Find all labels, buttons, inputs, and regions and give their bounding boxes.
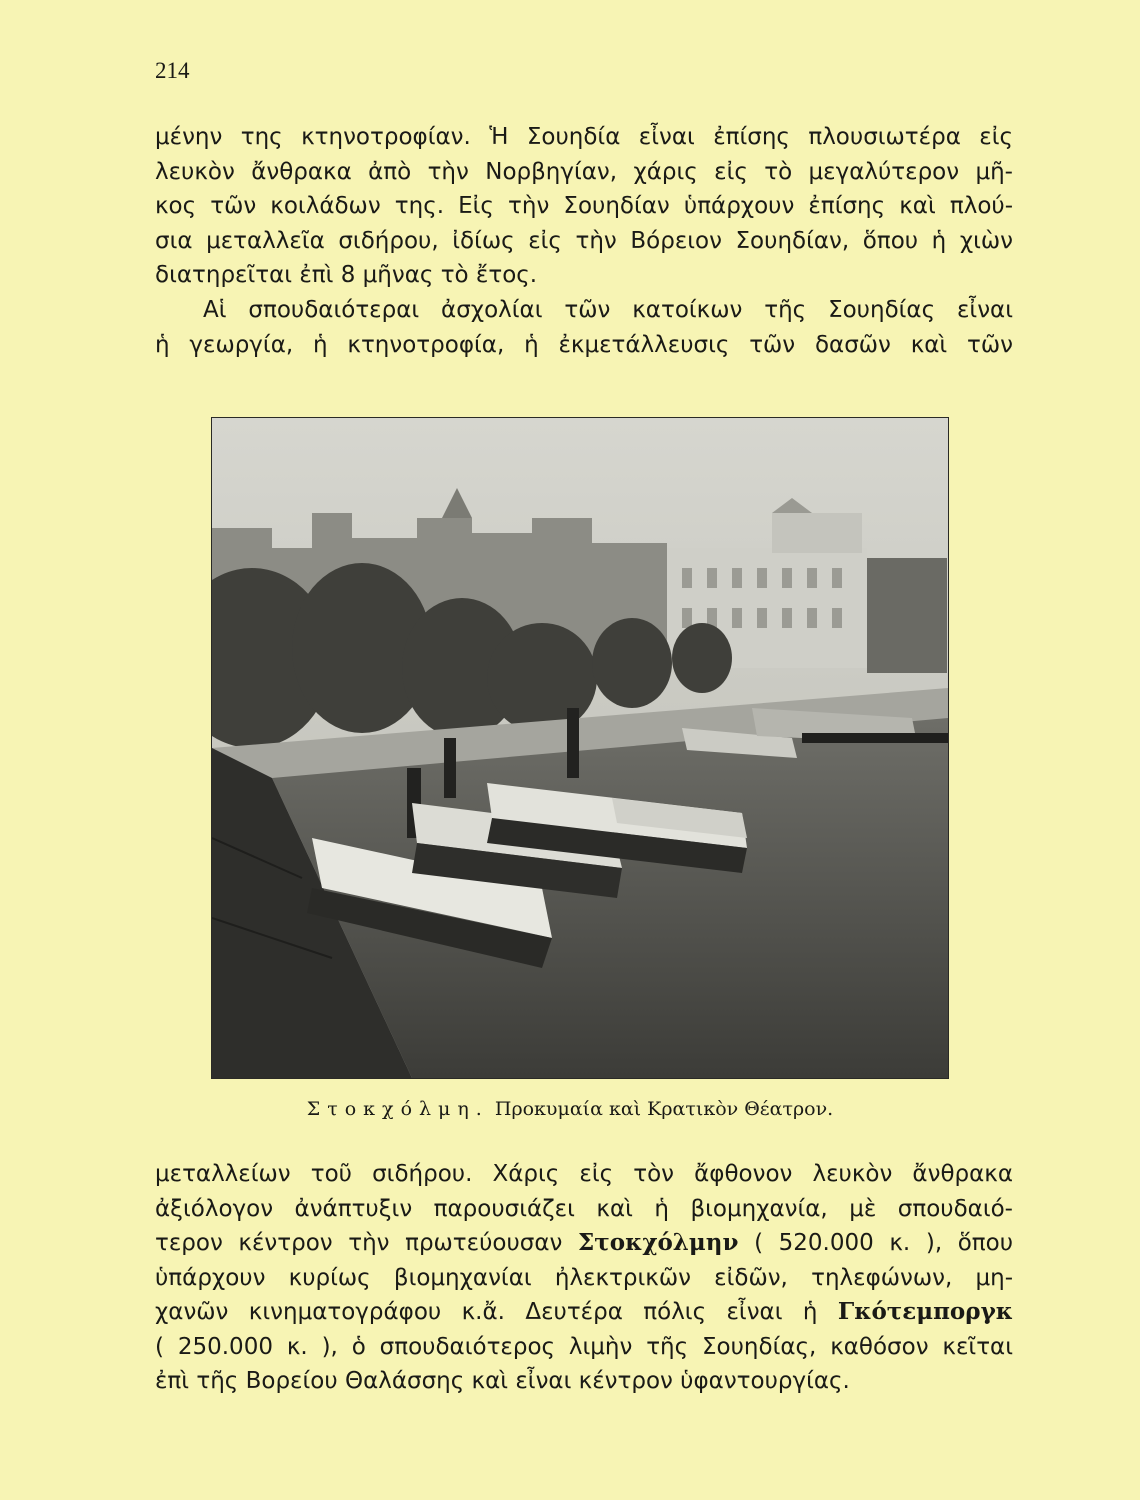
text-line [155,1295,1013,1330]
text-line: ὑπάρχουν κυρίως βιομηχανίαι ἠλεκτρικῶν εἰδῶν, τηλεφώνων, μη- [155,1264,1013,1291]
harbour-photo [212,418,948,1078]
text-line: ἐπὶ τῆς Βορείου Θαλάσσης καὶ εἶναι κέντρον ὑφαντουργίας. [155,1368,850,1394]
caption-text: Προκυμαία καὶ Κρατικὸν Θέατρον. [494,1098,834,1120]
text-line: σια μεταλλεῖα σιδήρου, ἰδίως εἰς τὴν Βόρειον Σουηδίαν, ὅπου ἡ χιὼν [155,227,1013,254]
city-stockholm: Στοκχόλμην [578,1229,739,1256]
page-number: 214 [155,58,190,83]
city-gothenburg: Γκότεμποργκ [837,1298,1013,1325]
paragraph-1 [155,120,1013,293]
text-line: λευκὸν ἄνθρακα ἀπὸ τὴν Νορβηγίαν, χάρις εἰς τὸ μεγαλύτερον μῆ- [155,158,1013,185]
text-line: μεταλλείων τοῦ σιδήρου. Χάρις εἰς τὸν ἄφθονον λευκὸν ἄνθρακα [155,1161,1013,1187]
paragraph-2 [155,293,1013,362]
text-fragment: ( 520.000 κ. ), ὅπου [754,1230,1014,1256]
text-line: ( 250.000 κ. ), ὁ σπουδαιότερος λιμὴν τῆς Σουηδίας, καθόσον κεῖται [155,1333,1013,1360]
figure-caption [0,1098,1140,1120]
text-line: Αἱ σπουδαιότεραι ἀσχολίαι τῶν κατοίκων τῆς Σουηδίας εἶναι [203,297,1013,323]
text-line: ἡ γεωργία, ἡ κτηνοτροφία, ἡ ἐκμετάλλευσις τῶν δασῶν καὶ τῶν [155,331,1013,358]
text-line: διατηρεῖται ἐπὶ 8 μῆνας τὸ ἔτος. [155,262,538,288]
text-fragment: χανῶν κινηματογράφου κ.ἄ. Δευτέρα πόλις εἶναι ἡ [155,1299,818,1325]
caption-place: Στοκχόλμη. [306,1098,489,1120]
text-line: μένην της κτηνοτροφίαν. Ἡ Σουηδία εἶναι ἐπίσης πλουσιωτέρα εἰς [155,124,1013,150]
text-line [155,1226,1013,1261]
paragraph-3 [155,1157,1013,1399]
text-fragment: τερον κέντρον τὴν πρωτεύουσαν [155,1230,563,1256]
text-line: ἀξιόλογον ἀνάπτυξιν παρουσιάζει καὶ ἡ βιομηχανία, μὲ σπουδαιό- [155,1195,1013,1222]
text-line: κος τῶν κοιλάδων της. Εἰς τὴν Σουηδίαν ὑπάρχουν ἐπίσης καὶ πλού- [155,193,1013,219]
